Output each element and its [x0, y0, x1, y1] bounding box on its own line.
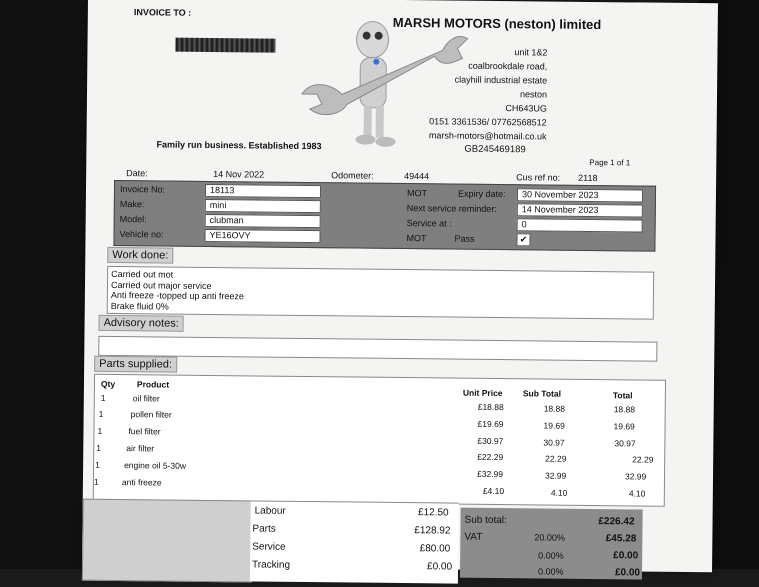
row-qty: 1 [100, 392, 106, 403]
advisory-title: Advisory notes: [99, 315, 184, 332]
model-label: Model: [119, 214, 147, 225]
row-qty: 1 [93, 476, 99, 487]
row-sub: 30.97 [543, 437, 565, 448]
parts-table [93, 374, 666, 507]
vat-label: VAT [464, 531, 483, 543]
vehicle-no-field: YE16OVY [204, 229, 320, 243]
vat-rate: 20.00% [534, 532, 565, 543]
background-left [0, 0, 95, 569]
tracking-value: £0.00 [426, 561, 453, 573]
vat-number: GB245469189 [464, 143, 526, 156]
row-unit: £30.97 [477, 435, 504, 447]
odometer-value: 49444 [404, 171, 430, 182]
address-line: clayhill industrial estate [454, 74, 548, 86]
expiry-label: Expiry date: [457, 188, 506, 200]
work-done-title: Work done: [107, 247, 173, 264]
labour-value: £12.50 [417, 507, 449, 519]
row-unit: £4.10 [482, 485, 505, 497]
company-name: MARSH MOTORS (neston) limited [392, 14, 602, 33]
pass-checkbox: ✔ [516, 233, 530, 246]
row-qty: 1 [95, 459, 100, 470]
mot-result-label: MOT [406, 233, 427, 244]
col-product: Product [136, 379, 170, 390]
service-at-label: Service at : [406, 218, 452, 229]
tracking-label: Tracking [252, 559, 291, 571]
row-sub: 22.29 [545, 453, 567, 464]
work-line: Carried out mot [111, 268, 174, 280]
row-total: 30.97 [614, 438, 636, 449]
address-line: neston [519, 89, 548, 100]
redacted-customer [175, 38, 275, 53]
row-qty: 1 [96, 442, 102, 453]
address-line: unit 1&2 [514, 47, 548, 58]
invoice-no-label: Invoice No: [119, 184, 166, 195]
rate-3: 0.00% [538, 550, 564, 561]
parts-label: Parts [252, 523, 276, 535]
row-unit: £18.88 [477, 401, 504, 413]
make-field: mini [205, 199, 321, 213]
make-label: Make: [119, 199, 145, 210]
date-label: Date: [126, 168, 148, 179]
row-product: pollen filter [130, 409, 172, 420]
work-done-box [107, 266, 654, 320]
vehicle-panel [113, 180, 656, 252]
work-line: Anti freeze -topped up anti freeze [110, 289, 245, 302]
row-unit: £32.99 [476, 468, 504, 480]
service-value: £80.00 [419, 543, 451, 555]
row-sub: 19.69 [543, 420, 565, 431]
invoice-paper [82, 0, 718, 579]
cusref-value: 2118 [578, 172, 598, 184]
row-unit: £19.69 [477, 418, 504, 430]
value-4: £0.00 [614, 567, 641, 579]
parts-title: Parts supplied: [94, 356, 177, 373]
col-sub-total: Sub Total [522, 388, 562, 399]
next-service-field: 14 November 2023 [517, 203, 643, 217]
labour-label: Labour [254, 505, 286, 517]
vehicle-no-label: Vehicle no: [119, 229, 164, 240]
row-total: 18.88 [613, 404, 636, 415]
tagline: Family run business. Established 1983 [156, 139, 322, 152]
row-qty: 1 [97, 425, 103, 436]
parts-value: £128.92 [414, 525, 451, 537]
row-product: anti freeze [121, 477, 162, 488]
invoice-to-label: INVOICE TO : [133, 7, 192, 18]
page-info: Page 1 of 1 [589, 157, 631, 168]
row-product: fuel filter [128, 426, 161, 437]
row-product: air filter [126, 443, 155, 454]
work-line: Carried out major service [110, 279, 212, 291]
work-line: Brake fluid 0% [110, 300, 169, 312]
service-at-field: 0 [517, 218, 643, 232]
value-3: £0.00 [613, 550, 639, 562]
cusref-label: Cus ref no: [516, 172, 561, 183]
col-total: Total [612, 390, 633, 401]
row-product: engine oil 5-30w [124, 460, 187, 471]
vat-value: £45.28 [605, 533, 637, 545]
row-total: 32.99 [624, 471, 647, 482]
subtotal-label: Sub total: [464, 514, 507, 527]
totals-blank-box [82, 499, 253, 583]
subtotal-value: £226.42 [598, 516, 635, 528]
totals-charges [250, 500, 459, 583]
invoice-no-field: 18113 [205, 184, 321, 198]
address-line: 0151 3361536/ 07762568512 [429, 116, 547, 128]
row-sub: 4.10 [550, 487, 568, 498]
pass-label: Pass [454, 233, 475, 244]
address-line: coalbrookdale road, [468, 60, 548, 72]
col-unit-price: Unit Price [462, 387, 503, 399]
rate-4: 0.00% [537, 566, 564, 577]
advisory-box [98, 336, 657, 362]
row-total: 19.69 [613, 421, 635, 432]
expiry-field: 30 November 2023 [517, 188, 643, 202]
next-service-label: Next service reminder: [406, 203, 497, 214]
row-sub: 18.88 [543, 403, 566, 414]
row-total: 4.10 [628, 488, 646, 499]
row-qty: 1 [98, 408, 104, 419]
row-product: oil filter [132, 393, 160, 404]
odometer-label: Odometer: [331, 170, 374, 181]
row-total: 22.29 [632, 454, 654, 465]
row-unit: £22.29 [477, 451, 504, 463]
date-value: 14 Nov 2022 [213, 169, 265, 180]
company-address [417, 44, 548, 143]
col-qty: Qty [100, 378, 116, 390]
row-sub: 32.99 [544, 470, 567, 481]
service-label: Service [252, 541, 286, 553]
address-line: marsh-motors@hotmail.co.uk [428, 130, 547, 142]
address-line: CH643UG [505, 103, 547, 114]
model-field: clubman [205, 214, 321, 228]
mot-label: MOT [406, 188, 428, 199]
